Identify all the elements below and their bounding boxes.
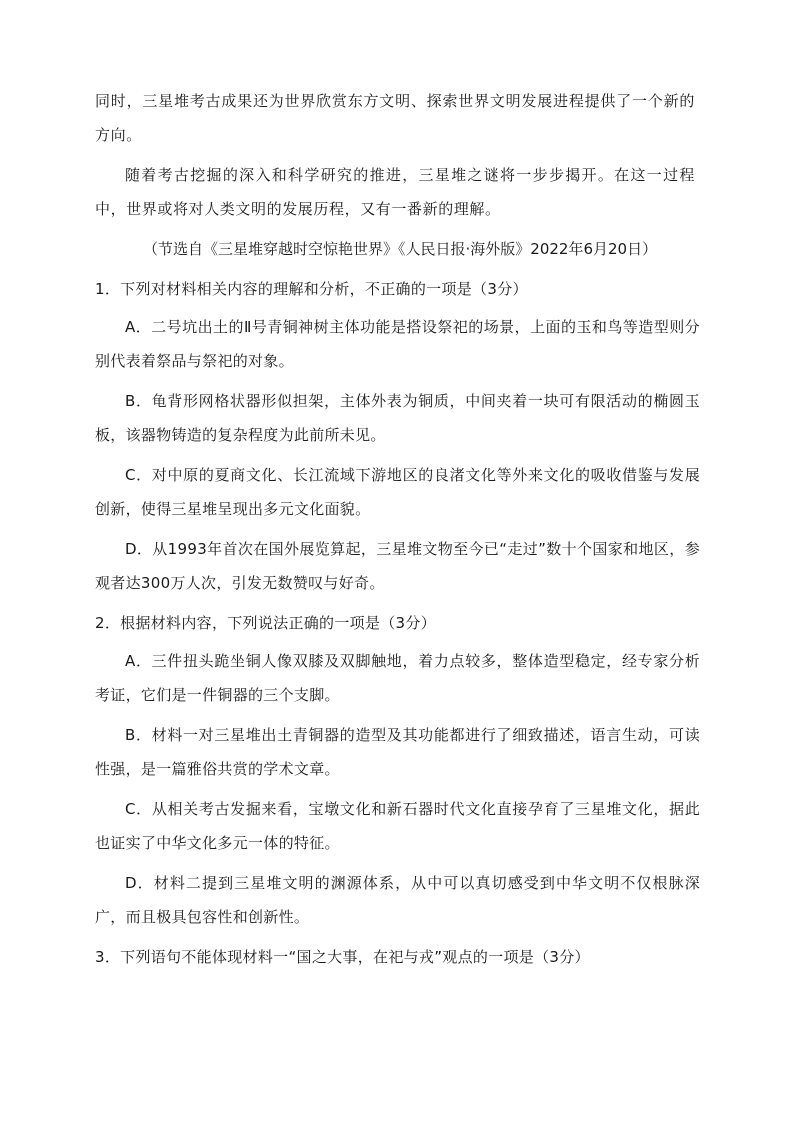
- question-3-stem: 3．下列语句不能体现材料一“国之大事，在祀与戎”观点的一项是（3分）: [95, 948, 590, 966]
- passage-paragraph-2: 随着考古挖掘的深入和科学研究的推进，三星堆之谜将一步步揭开。在这一过程中，世界或将对人类文明的发展历程，又有一番新的理解。: [95, 166, 695, 218]
- question-2-option-c: C．从相关考古发掘来看，宝墩文化和新石器时代文化直接孕育了三星堆文化，据此也证实了中华文化多元一体的特征。: [95, 800, 700, 852]
- question-1-option-d: D．从1993年首次在国外展览算起，三星堆文物至今已“走过”数十个国家和地区，参观者达300万人次，引发无数赞叹与好奇。: [95, 540, 700, 592]
- question-2-option-d: D．材料二提到三星堆文明的渊源体系，从中可以真切感受到中华文明不仅根脉深广，而且极具包容性和创新性。: [95, 874, 700, 926]
- question-1-option-c: C．对中原的夏商文化、长江流域下游地区的良渚文化等外来文化的吸收借鉴与发展创新，使得三星堆呈现出多元文化面貌。: [95, 466, 700, 518]
- question-1-stem: 1．下列对材料相关内容的理解和分析，不正确的一项是（3分）: [95, 280, 528, 298]
- question-2-stem: 2．根据材料内容，下列说法正确的一项是（3分）: [95, 614, 436, 632]
- question-1-option-b: B．龟背形网格状器形似担架，主体外表为铜质，中间夹着一块可有限活动的椭圆玉板，该器物铸造的复杂程度为此前所未见。: [95, 392, 700, 444]
- passage-source-citation: （节选自《三星堆穿越时空惊艳世界》《人民日报·海外版》2022年6月20日）: [143, 240, 658, 258]
- question-2-option-a: A．三件扭头跪坐铜人像双膝及双脚触地，着力点较多，整体造型稳定，经专家分析考证，它们是一件铜器的三个支脚。: [95, 652, 700, 704]
- question-2-option-b: B．材料一对三星堆出土青铜器的造型及其功能都进行了细致描述，语言生动，可读性强，是一篇雅俗共赏的学术文章。: [95, 726, 700, 778]
- question-1-option-a: A．二号坑出土的Ⅱ号青铜神树主体功能是搭设祭祀的场景，上面的玉和鸟等造型则分别代表着祭品与祭祀的对象。: [95, 318, 700, 370]
- passage-paragraph-1: 同时，三星堆考古成果还为世界欣赏东方文明、探索世界文明发展进程提供了一个新的方向。: [95, 92, 695, 144]
